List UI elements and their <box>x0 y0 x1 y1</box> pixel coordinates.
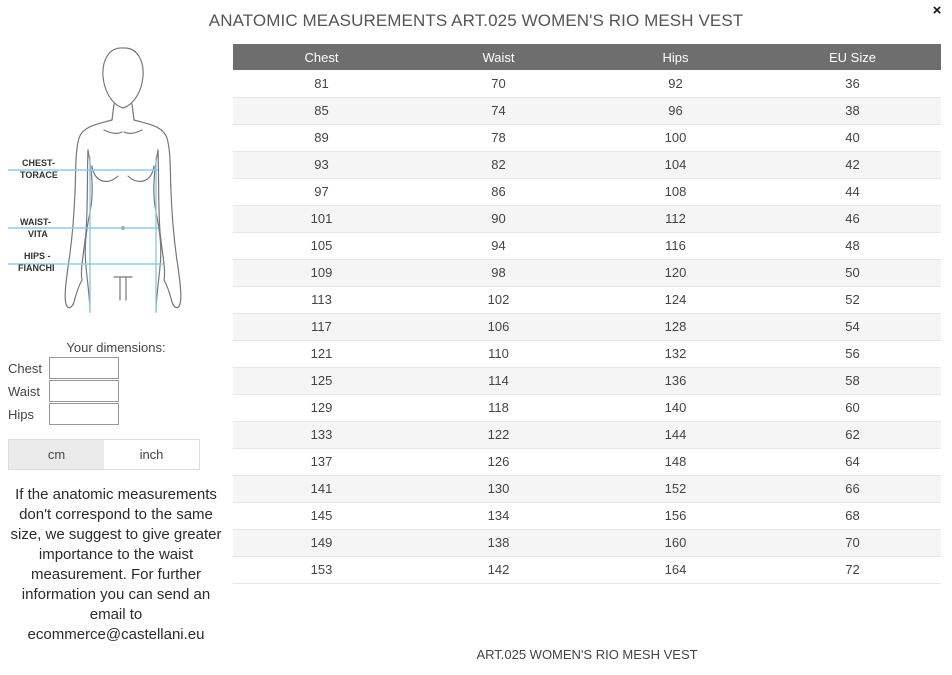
column-header-hips: Hips <box>587 44 764 70</box>
column-header-eu-size: EU Size <box>764 44 941 70</box>
table-row <box>233 421 941 448</box>
hips-input[interactable] <box>49 403 119 425</box>
hips-field-label: Hips <box>8 406 35 422</box>
table-row <box>233 259 941 286</box>
page-title: ANATOMIC MEASUREMENTS ART.025 WOMEN'S RIO MESH VEST <box>208 11 744 30</box>
cell-eu-size: 44 <box>764 178 941 205</box>
table-row <box>233 529 941 556</box>
cell-waist: 86 <box>410 178 587 205</box>
your-dimensions-heading: Your dimensions: <box>66 340 166 355</box>
cell-eu-size: 40 <box>764 124 941 151</box>
cell-eu-size: 36 <box>764 70 941 97</box>
unit-inch-button[interactable]: inch <box>139 447 164 462</box>
cell-chest: 105 <box>233 232 410 259</box>
cell-waist: 110 <box>410 340 587 367</box>
column-header-chest: Chest <box>233 44 410 70</box>
size-table-container <box>233 44 941 584</box>
cell-chest: 109 <box>233 259 410 286</box>
chest-field-label: Chest <box>8 360 42 376</box>
cell-eu-size: 42 <box>764 151 941 178</box>
waist-label-it: VITA <box>28 229 48 239</box>
cell-hips: 136 <box>587 367 764 394</box>
cell-waist: 82 <box>410 151 587 178</box>
waist-label-en: WAIST- <box>20 217 51 227</box>
cell-waist: 102 <box>410 286 587 313</box>
product-footer-label: ART.025 WOMEN'S RIO MESH VEST <box>476 647 698 662</box>
head-outline <box>103 48 143 108</box>
cell-waist: 78 <box>410 124 587 151</box>
cell-hips: 96 <box>587 97 764 124</box>
table-row <box>233 70 941 97</box>
cell-waist: 94 <box>410 232 587 259</box>
cell-hips: 112 <box>587 205 764 232</box>
cell-chest: 141 <box>233 475 410 502</box>
cell-chest: 125 <box>233 367 410 394</box>
cell-eu-size: 66 <box>764 475 941 502</box>
cell-eu-size: 56 <box>764 340 941 367</box>
cell-waist: 70 <box>410 70 587 97</box>
cell-hips: 152 <box>587 475 764 502</box>
cell-eu-size: 70 <box>764 529 941 556</box>
cell-eu-size: 48 <box>764 232 941 259</box>
cell-waist: 74 <box>410 97 587 124</box>
close-icon[interactable]: × <box>932 2 942 19</box>
cell-eu-size: 68 <box>764 502 941 529</box>
waist-field-label: Waist <box>8 383 41 399</box>
table-row <box>233 151 941 178</box>
cell-waist: 106 <box>410 313 587 340</box>
unit-toggle <box>8 439 200 470</box>
cell-eu-size: 62 <box>764 421 941 448</box>
table-row <box>233 313 941 340</box>
cell-hips: 100 <box>587 124 764 151</box>
table-row <box>233 124 941 151</box>
body-figure-illustration <box>8 42 186 324</box>
cell-chest: 117 <box>233 313 410 340</box>
table-row <box>233 448 941 475</box>
cell-eu-size: 72 <box>764 556 941 583</box>
cell-chest: 89 <box>233 124 410 151</box>
cell-waist: 114 <box>410 367 587 394</box>
chest-label-en: CHEST- <box>22 158 56 168</box>
cell-waist: 118 <box>410 394 587 421</box>
chest-input[interactable] <box>49 357 119 379</box>
cell-eu-size: 38 <box>764 97 941 124</box>
table-row <box>233 97 941 124</box>
cell-waist: 122 <box>410 421 587 448</box>
table-row <box>233 394 941 421</box>
cell-chest: 97 <box>233 178 410 205</box>
column-header-waist: Waist <box>410 44 587 70</box>
cell-chest: 113 <box>233 286 410 313</box>
hips-label-en: HIPS - <box>24 251 51 261</box>
cell-chest: 145 <box>233 502 410 529</box>
cell-eu-size: 50 <box>764 259 941 286</box>
cell-hips: 148 <box>587 448 764 475</box>
cell-chest: 137 <box>233 448 410 475</box>
cell-hips: 124 <box>587 286 764 313</box>
cell-hips: 140 <box>587 394 764 421</box>
cell-chest: 149 <box>233 529 410 556</box>
cell-hips: 132 <box>587 340 764 367</box>
cell-eu-size: 52 <box>764 286 941 313</box>
unit-cm-button[interactable]: cm <box>9 440 104 469</box>
table-row <box>233 286 941 313</box>
cell-eu-size: 58 <box>764 367 941 394</box>
size-table <box>233 44 941 584</box>
cell-waist: 126 <box>410 448 587 475</box>
measurement-advice-note: If the anatomic measurements don't correspond to the same size, we suggest to give greater importance to the waist measurement. For further information you can send an email to ecommerce@castellani.eu <box>10 486 222 643</box>
cell-chest: 129 <box>233 394 410 421</box>
cell-waist: 90 <box>410 205 587 232</box>
table-row <box>233 367 941 394</box>
cell-waist: 142 <box>410 556 587 583</box>
hips-label-it: FIANCHI <box>18 263 55 273</box>
table-row <box>233 178 941 205</box>
waist-input[interactable] <box>49 380 119 402</box>
cell-waist: 138 <box>410 529 587 556</box>
cell-hips: 160 <box>587 529 764 556</box>
cell-hips: 104 <box>587 151 764 178</box>
cell-hips: 116 <box>587 232 764 259</box>
table-row <box>233 232 941 259</box>
waist-dimension-row <box>8 380 119 402</box>
cell-waist: 134 <box>410 502 587 529</box>
cell-chest: 101 <box>233 205 410 232</box>
cell-hips: 92 <box>587 70 764 97</box>
cell-hips: 156 <box>587 502 764 529</box>
cell-waist: 98 <box>410 259 587 286</box>
table-row <box>233 556 941 583</box>
cell-waist: 130 <box>410 475 587 502</box>
cell-chest: 93 <box>233 151 410 178</box>
cell-hips: 164 <box>587 556 764 583</box>
cell-eu-size: 64 <box>764 448 941 475</box>
cell-hips: 120 <box>587 259 764 286</box>
cell-chest: 85 <box>233 97 410 124</box>
table-row <box>233 475 941 502</box>
size-table-body <box>233 70 941 583</box>
hips-dimension-row <box>8 403 119 425</box>
cell-chest: 153 <box>233 556 410 583</box>
cell-eu-size: 46 <box>764 205 941 232</box>
chest-dimension-row <box>8 357 119 379</box>
chest-label-it: TORACE <box>20 170 58 180</box>
table-header-row <box>233 44 941 70</box>
table-row <box>233 502 941 529</box>
cell-chest: 133 <box>233 421 410 448</box>
table-row <box>233 205 941 232</box>
cell-eu-size: 54 <box>764 313 941 340</box>
cell-chest: 81 <box>233 70 410 97</box>
cell-hips: 144 <box>587 421 764 448</box>
cell-eu-size: 60 <box>764 394 941 421</box>
cell-hips: 108 <box>587 178 764 205</box>
cell-chest: 121 <box>233 340 410 367</box>
table-row <box>233 340 941 367</box>
cell-hips: 128 <box>587 313 764 340</box>
